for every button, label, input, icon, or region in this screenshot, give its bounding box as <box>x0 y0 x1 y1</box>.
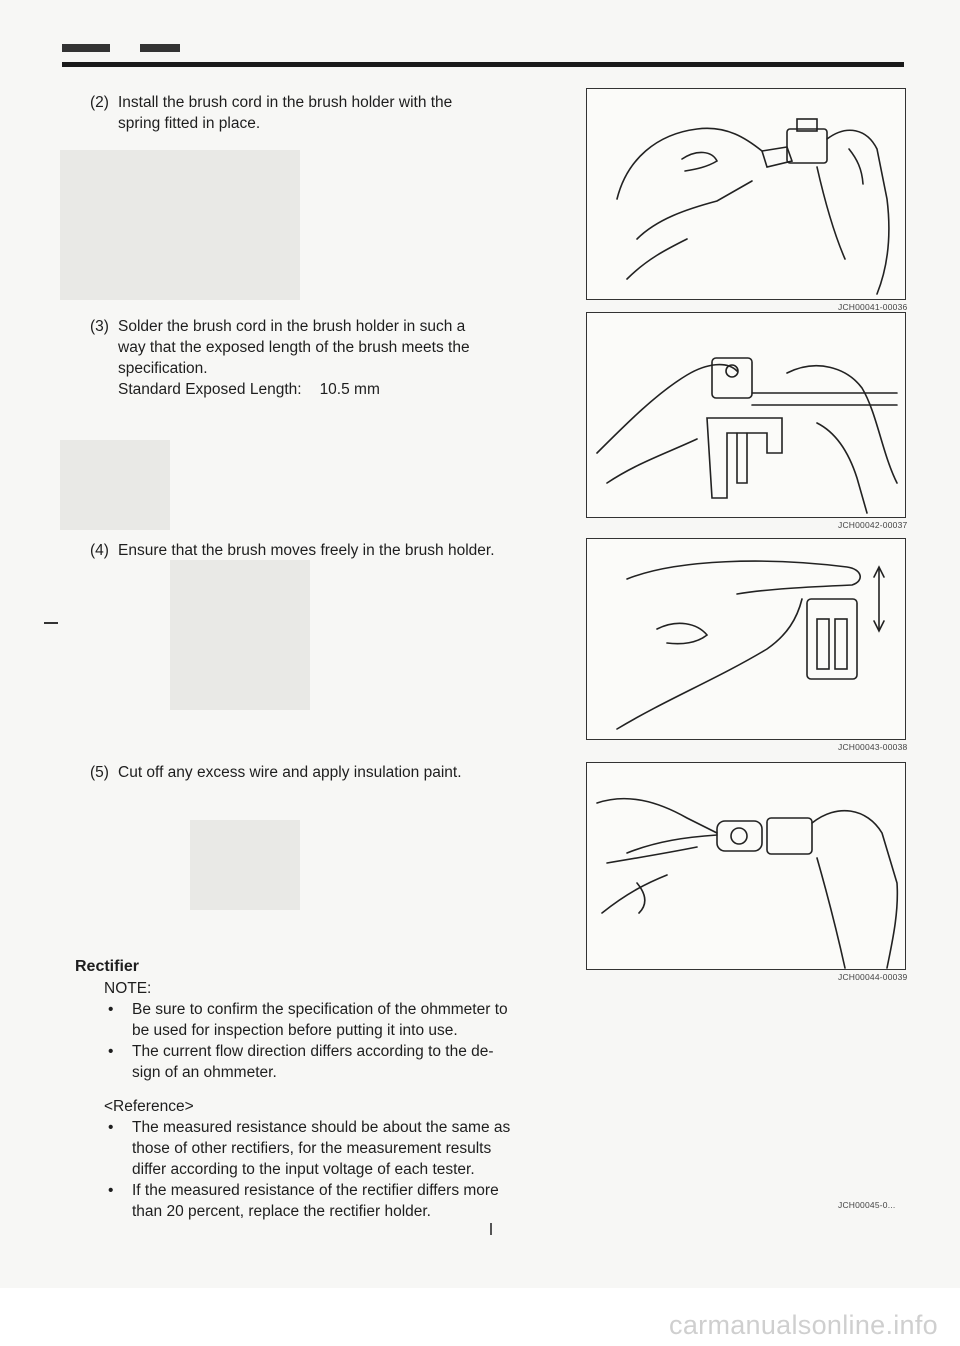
step-5 <box>90 762 570 783</box>
figure-brush-movement <box>586 538 906 740</box>
spec-value: 10.5 mm <box>319 381 380 398</box>
spec-label: Standard Exposed Length: <box>118 381 302 398</box>
bleed-through-block <box>60 150 300 300</box>
bullet-glyph: • <box>108 1119 114 1136</box>
figure-brush-cord-install <box>586 88 906 300</box>
figure-code: JCH00045-0... <box>838 1200 896 1210</box>
note-label: NOTE: <box>104 980 152 997</box>
bullet-text-line: be used for inspection before putting it into use. <box>132 1022 458 1039</box>
bullet-glyph: • <box>108 1043 114 1060</box>
bullet-text-line: sign of an ohmmeter. <box>132 1064 277 1081</box>
bullet-text-line: Be sure to confirm the specification of the ohmmeter to <box>132 1001 508 1018</box>
step-number: (2) <box>90 94 109 111</box>
cutting-pliers-illustration <box>587 763 905 969</box>
note-bullet <box>108 999 560 1041</box>
step-text-line: specification. <box>118 360 208 377</box>
figure-cut-wire <box>586 762 906 970</box>
bullet-text-line: those of other rectifiers, for the measurement results <box>132 1140 492 1157</box>
step-text-line: Solder the brush cord in the brush holder in such a <box>118 318 466 335</box>
step-text-line: Cut off any excess wire and apply insulation paint. <box>118 764 462 781</box>
reference-block <box>104 1096 560 1222</box>
bullet-text-line: differ according to the input voltage of each tester. <box>132 1161 475 1178</box>
site-watermark: carmanualsonline.info <box>669 1310 938 1340</box>
step-4 <box>90 540 570 561</box>
step-text-line: Install the brush cord in the brush holder with the <box>118 94 453 111</box>
bullet-text-line: The measured resistance should be about the same as <box>132 1119 511 1136</box>
step-text-line: way that the exposed length of the brush meets the <box>118 339 470 356</box>
figure-caliper-measure <box>586 312 906 518</box>
bullet-glyph: • <box>108 1001 114 1018</box>
step-number: (3) <box>90 318 109 335</box>
bleed-through-block <box>190 820 300 910</box>
figure-code: JCH00042-00037 <box>838 520 908 530</box>
caliper-illustration <box>587 313 905 517</box>
step-number: (5) <box>90 764 109 781</box>
note-block <box>104 978 560 1083</box>
hands-illustration <box>587 89 905 299</box>
bleed-through-block <box>170 560 310 710</box>
top-rule <box>62 62 904 67</box>
figure-code: JCH00044-00039 <box>838 972 908 982</box>
brush-movement-illustration <box>587 539 905 739</box>
section-title-rectifier: Rectifier <box>75 958 140 975</box>
bullet-text-line: than 20 percent, replace the rectifier holder. <box>132 1203 431 1220</box>
step-3 <box>90 316 560 400</box>
step-text-line: Ensure that the brush moves freely in the brush holder. <box>118 542 495 559</box>
header-stub-right <box>140 44 180 52</box>
page-mark <box>490 1223 492 1235</box>
bullet-glyph: • <box>108 1182 114 1199</box>
spec-line <box>90 379 560 400</box>
step-number: (4) <box>90 542 109 559</box>
reference-bullet <box>108 1117 560 1180</box>
reference-bullet <box>108 1180 560 1222</box>
bullet-text-line: The current flow direction differs according to the de- <box>132 1043 494 1060</box>
step-2 <box>90 92 560 134</box>
step-text-line: spring fitted in place. <box>118 115 261 132</box>
margin-dash <box>44 622 58 624</box>
figure-code: JCH00043-00038 <box>838 742 908 752</box>
bullet-text-line: If the measured resistance of the rectifier differs more <box>132 1182 499 1199</box>
header-stub-left <box>62 44 110 52</box>
bleed-through-block <box>60 440 170 530</box>
reference-label: <Reference> <box>104 1098 194 1115</box>
note-bullet <box>108 1041 560 1083</box>
figure-code: JCH00041-00036 <box>838 302 908 312</box>
